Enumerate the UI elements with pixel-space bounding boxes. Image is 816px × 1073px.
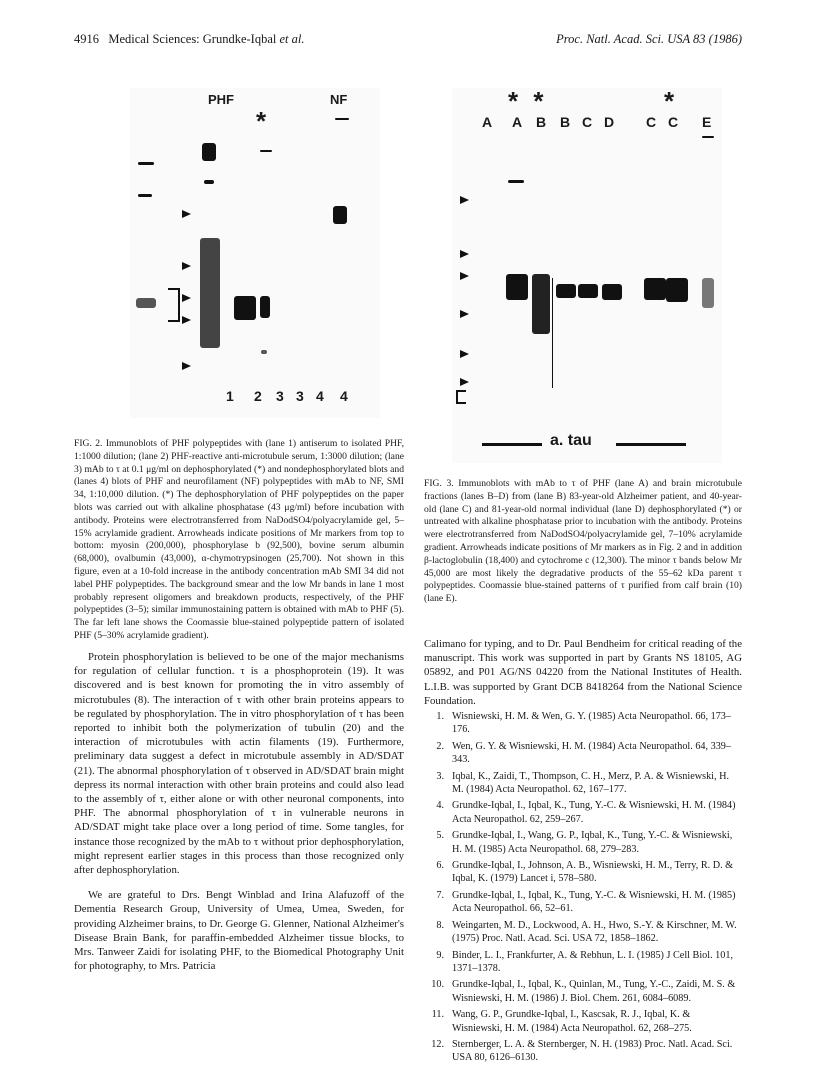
fig3-lane-e-top (702, 136, 714, 138)
fig3-asterisks-left: * * (508, 86, 548, 116)
fig3-lane-letter: A (482, 114, 493, 130)
fig3-asterisk-right: * (664, 86, 675, 116)
fig3-lane-a-top (508, 180, 524, 183)
fig3-lane-letter: C (646, 114, 657, 130)
fig3-lane-letter: E (702, 114, 712, 130)
fig2-lane-number: 1 (226, 388, 234, 404)
et-al: et al. (279, 32, 305, 46)
fig3-tau-band (556, 284, 576, 298)
fig2-lane1-band (204, 180, 214, 184)
fig3-label-line-left (482, 443, 542, 446)
reference-item: 12. Sternberger, L. A. & Sternberger, N. H. (1983) Proc. Natl. Acad. Sci. USA 80, 6126–6130. (431, 1038, 733, 1064)
reference-item: 2. Wen, G. Y. & Wisniewski, H. M. (1984) Acta Neuropathol. 64, 339–343. (436, 740, 731, 766)
figure-2-image (130, 88, 380, 418)
fig2-label-phf: PHF (208, 92, 234, 107)
fig3-marker-bracket (456, 390, 466, 404)
reference-item: 10. Grundke-Iqbal, I., Iqbal, K., Quinlan, M., Tung, Y.-C., Zaidi, M. S. & Wisniewski, H. M. (1986) J. Biol. Chem. 261, 6084–6089. (431, 979, 736, 1004)
reference-item: 7. Grundke-Iqbal, I., Iqbal, K., Tung, Y.-C. & Wisniewski, H. M. (1985) Acta Neuropathol. 66, 52–61. (436, 889, 736, 915)
reference-item: 5. Grundke-Iqbal, I., Wang, G. P., Iqbal, K., Tung, Y.-C. & Wisniewski, H. M. (1985) Acta Neuropathol. 68, 279–283. (436, 830, 733, 855)
reference-item: 4. Grundke-Iqbal, I., Iqbal, K., Tung, Y.-C. & Wisniewski, H. M. (1984) Acta Neuropathol. 62, 259–267. (436, 800, 736, 825)
figure-3-caption: FIG. 3. Immunoblots with mAb to τ of PHF (lane A) and brain microtubule fractions (lanes B–D) from (lane B) 83-year-old Alzheimer patient, and 40-year-old (lane C) and 81-year-old normal individual (lane D) dephosphorylated (*) or untreated with alkaline phosphatase prior to incubation with the antibody. Proteins were electrotransferred from NaDodSO4/polyacrylamide gel, 7–10% acrylamide gradient. Arrowheads indicate positions of Mr markers as in Fig. 2 and in addition β-lactoglobulin (18,400) and cytochrome c (12,300). The minor τ bands below Mr 45,000 are most likely the degradative products of the 55–62 kDa parent τ polypeptides. Coomassie blue-stained patterns of τ purified from calf brain (10) (lane E). (424, 478, 742, 605)
fig2-label-nf: NF (330, 92, 348, 107)
fig3-tau-band (602, 284, 622, 300)
fig2-bracket (168, 288, 180, 322)
fig2-lane-number: 2 (254, 388, 262, 404)
reference-list (424, 710, 742, 1068)
fig3-marker-arrowhead (460, 272, 469, 280)
reference-item: 1. Wisniewski, H. M. & Wen, G. Y. (1985) Acta Neuropathol. 66, 173–176. (436, 711, 731, 736)
fig2-lane-number: 3 (296, 388, 304, 404)
reference-item: 8. Weingarten, M. D., Lockwood, A. H., Hwo, S.-Y. & Kirschner, M. W. (1975) Proc. Natl. Acad. Sci. USA 72, 1858–1862. (436, 919, 737, 945)
acknowledgements-continued: Calimano for typing, and to Dr. Paul Bendheim for critical reading of the manuscript. This work was supported in part by Grants NS 18105, AG 05892, and P01 AG/NS 04220 from the National Institutes of Health. L.I.B. was supported by Grant DCB 8418264 from the National Science Foundation. (424, 638, 742, 707)
fig2-lane3-band (260, 296, 270, 318)
fig3-tau-band (578, 284, 598, 298)
fig2-lane-number: 4 (340, 388, 348, 404)
fig2-lane2-band (234, 296, 256, 320)
fig3-tau-band (532, 274, 550, 334)
body-paragraph: Protein phosphorylation is believed to be one of the major mechanisms for regulation of cellular function. τ is a phosphoprotein (19). It was discovered and is best known for promoting the in vitro assembly of microtubules (8). The interaction of τ with other brain proteins appears to be regulated by phosphorylation. The in vitro phosphorylation of τ has been reported to inhibit both the polymerization of tubulin (20) and the interaction of microtubules with actin filaments (19). Furthermore, preliminary data suggest a defect in microtubule assembly in AD/SDAT (21). The abnormal phosphorylation of τ observed in AD/SDAT brain might depress its normal interaction with other brain proteins and could also lead to the assembly of τ, either alone or with other neuronal components, into PHF. The abnormal phosphorylation of τ in vulnerable neurons in AD/SDAT might take place over a long period of time. Some tangles, for instance those recognized by the mAb to τ without prior dephosphorylation, might represent earlier stages in this process than those recognized only after dephosphorylation. (74, 651, 404, 877)
figure-3-image (452, 88, 722, 463)
section-title: Medical Sciences: Grundke-Iqbal (108, 32, 277, 46)
fig2-coomassie-mark-1 (138, 162, 154, 165)
reference-item: 3. Iqbal, K., Zaidi, T., Thompson, C. H., Merz, P. A. & Wisniewski, H. M. (1984) Acta Neuropathol. 62, 167–177. (436, 770, 729, 796)
figure-2-caption: FIG. 2. Immunoblots of PHF polypeptides with (lane 1) antiserum to isolated PHF, 1:1000 dilution; (lane 2) PHF-reactive anti-microtubule serum, 1:3000 dilution; (lane 3) mAb to τ at 0.1 μg/ml on dephosphorylated (*) and nondephosphorylated blots and (lanes 4) blots of PHF and neurofilament (NF) polypeptides with mAb to NF, SMI 34, 1:10,000 dilution. (*) The dephosphorylation of PHF polypeptides on the paper blots was carried out with alkaline phosphatase (43 μg/ml) before incubation with antibody. Proteins were electrotransferred from NaDodSO4/polyacrylamide gel, 5–15% acrylamide gradient. Arrowheads indicate positions of Mr markers from top to bottom: myosin (200,000), phosphorylase b (92,500), bovine serum albumin (68,000), ovalbumin (43,000), α-chymotrypsinogen (25,700). Not shown in this figure, even at a 10-fold increase in the antibody concentration mAb SMI 34 did not label PHF polypeptides. The background smear and the low Mr bands in lane 1 most probably represent oligomers and breakdown products, respectively, of the PHF polypeptides (3–5); similar immunostaining pattern is obtained with mAb to PHF (5). The far left lane shows the Coomassie blue-stained polypeptide pattern of isolated PHF (5–30% acrylamide gradient). (74, 438, 404, 641)
fig3-marker-arrowhead (460, 196, 469, 204)
fig3-lane-letter: A (512, 114, 523, 130)
reference-item: 11. Wang, G. P., Grundke-Iqbal, I., Kascsak, R. J., Iqbal, K. & Wisniewski, H. M. (1984) Acta Neuropathol. 62, 268–275. (431, 1009, 692, 1034)
fig3-lane-e-band (702, 278, 714, 308)
fig3-marker-arrowhead (460, 250, 469, 258)
fig3-lane-letter: C (582, 114, 593, 130)
fig2-lane4-band (335, 118, 349, 120)
fig2-marker-arrowhead (182, 294, 191, 302)
fig2-lane3-top (260, 150, 272, 152)
fig3-tau-band (644, 278, 666, 300)
fig3-lane-letter: B (536, 114, 547, 130)
fig2-coomassie-mark-3 (136, 298, 156, 308)
fig3-tau-band (506, 274, 528, 300)
fig3-tau-band (666, 278, 688, 302)
fig3-label-atau: a. tau (550, 432, 592, 449)
fig2-marker-arrowhead (182, 362, 191, 370)
fig3-label-line-right (616, 443, 686, 446)
fig2-lane-number: 3 (276, 388, 284, 404)
fig3-marker-arrowhead (460, 350, 469, 358)
fig2-lane1-band (202, 143, 216, 161)
fig3-lane-letter: C (668, 114, 679, 130)
page-number: 4916 (74, 32, 99, 46)
fig2-marker-arrowhead (182, 262, 191, 270)
body-left-column (74, 650, 404, 973)
fig2-asterisk: * (256, 106, 267, 136)
fig2-marker-arrowhead (182, 316, 191, 324)
fig2-coomassie-mark-2 (138, 194, 152, 197)
fig2-marker-arrowhead (182, 210, 191, 218)
fig3-marker-arrowhead (460, 378, 469, 386)
running-header-left (74, 32, 305, 47)
fig2-lane1-smear (200, 238, 220, 348)
fig2-lane4-band (333, 206, 347, 224)
fig2-lane3-dot (261, 350, 267, 354)
fig3-lane-letter: B (560, 114, 571, 130)
reference-item: 9. Binder, L. I., Frankfurter, A. & Rebhun, L. I. (1985) J Cell Biol. 101, 1371–1378. (436, 949, 734, 974)
journal-citation: Proc. Natl. Acad. Sci. USA 83 (1986) (556, 32, 742, 46)
reference-item: 6. Grundke-Iqbal, I., Johnson, A. B., Wisniewski, H. M., Terry, R. D. & Iqbal, K. (1979) Lancet i, 578–580. (436, 860, 734, 885)
fig2-lane-number: 4 (316, 388, 324, 404)
fig3-marker-arrowhead (460, 310, 469, 318)
fig3-lane-divider (552, 278, 553, 388)
fig3-lane-letter: D (604, 114, 615, 130)
acknowledgements-paragraph: We are grateful to Drs. Bengt Winblad and Irina Alafuzoff of the Dementia Research Group, University of Umea, Umea, Sweden, for providing Alzheimer brains, to Dr. George G. Glenner, National Alzheimer's Disease Brain Bank, for paraffin-embedded Alzheimer tissue blocks, to Mrs. Tanweer Zaidi for isolating PHF, to the Biomedical Photography Unit for photography, to Mrs. Patricia (74, 889, 404, 973)
